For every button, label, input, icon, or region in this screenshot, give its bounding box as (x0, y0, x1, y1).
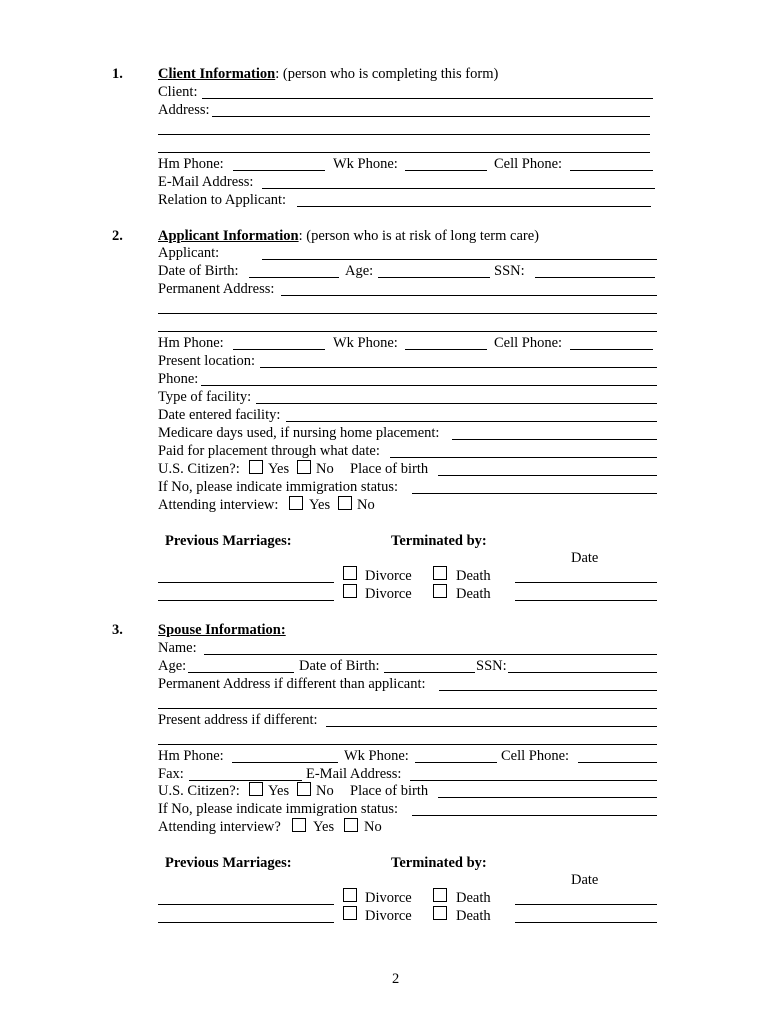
section-2-title: Applicant Information (158, 228, 299, 244)
wk-phone-label: Wk Phone: (333, 335, 398, 351)
spouse-prev-marriages-heading: Previous Marriages: (165, 855, 292, 871)
relation-field[interactable] (297, 206, 651, 207)
marriage-1-date-field[interactable] (515, 582, 657, 583)
dob-field[interactable] (249, 277, 339, 278)
marriage-2-death-checkbox[interactable] (433, 584, 447, 598)
marriage-2-date-field[interactable] (515, 600, 657, 601)
perm-address-field-line-3[interactable] (158, 331, 657, 332)
marriage-1-divorce-checkbox[interactable] (343, 566, 357, 580)
marriage-1-death-label: Death (456, 568, 491, 584)
spouse-email-label: E-Mail Address: (306, 766, 402, 782)
hm-phone-field[interactable] (233, 170, 325, 171)
spouse-perm-address-field[interactable] (439, 690, 657, 691)
attending-no-checkbox[interactable] (338, 496, 352, 510)
place-of-birth-field[interactable] (438, 475, 657, 476)
spouse-attending-no-checkbox[interactable] (344, 818, 358, 832)
spouse-perm-address-field-line-2[interactable] (158, 708, 657, 709)
spouse-place-of-birth-label: Place of birth (350, 783, 429, 799)
section-2-number: 2. (112, 228, 123, 244)
attending-yes-label: Yes (309, 497, 331, 513)
date-heading: Date (571, 550, 599, 566)
hm-phone-label: Hm Phone: (158, 335, 224, 351)
marriage-2-divorce-checkbox[interactable] (343, 584, 357, 598)
spouse-citizen-yes-label: Yes (268, 783, 290, 799)
prev-marriages-heading: Previous Marriages: (165, 533, 292, 549)
spouse-age-field[interactable] (188, 672, 294, 673)
cell-phone-field[interactable] (570, 170, 653, 171)
paid-through-field[interactable] (390, 457, 657, 458)
spouse-prev-marriage-2-field[interactable] (158, 922, 334, 923)
ssn-field[interactable] (535, 277, 655, 278)
spouse-email-field[interactable] (410, 780, 657, 781)
phone-label: Phone: (158, 371, 199, 387)
spouse-attending-label: Attending interview? (158, 819, 281, 835)
section-2-subtitle: : (person who is at risk of long term care) (298, 228, 539, 244)
spouse-wk-phone-label: Wk Phone: (344, 748, 409, 764)
address-label: Address: (158, 102, 210, 118)
page-number: 2 (392, 971, 400, 987)
perm-address-field[interactable] (281, 295, 657, 296)
section-1-subtitle: : (person who is completing this form) (275, 66, 499, 82)
marriage-1-divorce-label: Divorce (365, 568, 412, 584)
spouse-present-address-field[interactable] (326, 726, 657, 727)
prev-marriage-2-field[interactable] (158, 600, 334, 601)
ssn-label: SSN: (494, 263, 525, 279)
spouse-present-address-label: Present address if different: (158, 712, 318, 728)
spouse-immigration-label: If No, please indicate immigration status: (158, 801, 398, 817)
spouse-attending-yes-label: Yes (313, 819, 335, 835)
spouse-marriage-2-divorce-checkbox[interactable] (343, 906, 357, 920)
spouse-marriage-1-date-field[interactable] (515, 904, 657, 905)
citizen-yes-label: Yes (268, 461, 290, 477)
spouse-marriage-1-death-checkbox[interactable] (433, 888, 447, 902)
address-field-line-3[interactable] (158, 152, 650, 153)
spouse-dob-label: Date of Birth: (299, 658, 380, 674)
cell-phone-field[interactable] (570, 349, 653, 350)
attending-yes-checkbox[interactable] (289, 496, 303, 510)
spouse-citizen-no-label: No (316, 783, 334, 799)
immigration-label: If No, please indicate immigration status: (158, 479, 398, 495)
relation-label: Relation to Applicant: (158, 192, 287, 208)
spouse-marriage-2-death-checkbox[interactable] (433, 906, 447, 920)
spouse-age-label: Age: (158, 658, 187, 674)
spouse-cell-phone-field[interactable] (578, 762, 657, 763)
hm-phone-field[interactable] (233, 349, 325, 350)
spouse-marriage-2-death-label: Death (456, 908, 491, 924)
facility-type-label: Type of facility: (158, 389, 252, 405)
medicare-label: Medicare days used, if nursing home placement: (158, 425, 440, 441)
age-label: Age: (345, 263, 374, 279)
section-2-heading (158, 228, 539, 244)
spouse-immigration-field[interactable] (412, 815, 657, 816)
prev-marriage-1-field[interactable] (158, 582, 334, 583)
spouse-citizen-yes-checkbox[interactable] (249, 782, 263, 796)
marriage-2-divorce-label: Divorce (365, 586, 412, 602)
section-1-heading (158, 66, 498, 82)
place-of-birth-label: Place of birth (350, 461, 429, 477)
spouse-date-heading: Date (571, 872, 599, 888)
applicant-field[interactable] (262, 259, 657, 260)
spouse-wk-phone-field[interactable] (415, 762, 497, 763)
spouse-place-of-birth-field[interactable] (438, 797, 657, 798)
section-3-number: 3. (112, 622, 123, 638)
marriage-2-death-label: Death (456, 586, 491, 602)
address-field[interactable] (212, 116, 650, 117)
section-1-number: 1. (112, 66, 123, 82)
spouse-present-address-field-line-2[interactable] (158, 744, 657, 745)
spouse-dob-field[interactable] (384, 672, 475, 673)
wk-phone-field[interactable] (405, 170, 487, 171)
email-field[interactable] (262, 188, 655, 189)
date-entered-field[interactable] (286, 421, 657, 422)
citizen-label: U.S. Citizen?: (158, 461, 240, 477)
dob-label: Date of Birth: (158, 263, 239, 279)
spouse-marriage-1-death-label: Death (456, 890, 491, 906)
hm-phone-label: Hm Phone: (158, 156, 224, 172)
email-label: E-Mail Address: (158, 174, 254, 190)
spouse-marriage-2-date-field[interactable] (515, 922, 657, 923)
citizen-no-checkbox[interactable] (297, 460, 311, 474)
spouse-hm-phone-field[interactable] (232, 762, 338, 763)
spouse-perm-address-label: Permanent Address if different than applicant: (158, 676, 426, 692)
spouse-marriage-1-divorce-label: Divorce (365, 890, 412, 906)
applicant-label: Applicant: (158, 245, 220, 261)
spouse-cell-phone-label: Cell Phone: (501, 748, 570, 764)
spouse-marriage-2-divorce-label: Divorce (365, 908, 412, 924)
citizen-yes-checkbox[interactable] (249, 460, 263, 474)
perm-address-field-line-2[interactable] (158, 313, 657, 314)
section-3-title: Spouse Information: (158, 622, 286, 638)
attending-label: Attending interview: (158, 497, 279, 513)
wk-phone-field[interactable] (405, 349, 487, 350)
present-location-field[interactable] (260, 367, 657, 368)
marriage-1-death-checkbox[interactable] (433, 566, 447, 580)
terminated-by-heading: Terminated by: (391, 533, 487, 549)
spouse-name-field[interactable] (204, 654, 657, 655)
section-1-title: Client Information (158, 66, 276, 82)
date-entered-label: Date entered facility: (158, 407, 281, 423)
client-field[interactable] (202, 98, 653, 99)
phone-field[interactable] (201, 385, 657, 386)
spouse-attending-no-label: No (364, 819, 382, 835)
cell-phone-label: Cell Phone: (494, 335, 563, 351)
spouse-marriage-1-divorce-checkbox[interactable] (343, 888, 357, 902)
immigration-field[interactable] (412, 493, 657, 494)
spouse-ssn-label: SSN: (476, 658, 507, 674)
spouse-ssn-field[interactable] (508, 672, 657, 673)
wk-phone-label: Wk Phone: (333, 156, 398, 172)
present-location-label: Present location: (158, 353, 256, 369)
spouse-fax-label: Fax: (158, 766, 184, 782)
cell-phone-label: Cell Phone: (494, 156, 563, 172)
spouse-attending-yes-checkbox[interactable] (292, 818, 306, 832)
spouse-citizen-label: U.S. Citizen?: (158, 783, 240, 799)
address-field-line-2[interactable] (158, 134, 650, 135)
client-label: Client: (158, 84, 198, 100)
spouse-prev-marriage-1-field[interactable] (158, 904, 334, 905)
attending-no-label: No (357, 497, 375, 513)
spouse-name-label: Name: (158, 640, 197, 656)
spouse-fax-field[interactable] (189, 780, 302, 781)
medicare-field[interactable] (452, 439, 657, 440)
citizen-no-label: No (316, 461, 334, 477)
paid-through-label: Paid for placement through what date: (158, 443, 380, 459)
spouse-hm-phone-label: Hm Phone: (158, 748, 224, 764)
facility-type-field[interactable] (256, 403, 657, 404)
spouse-citizen-no-checkbox[interactable] (297, 782, 311, 796)
spouse-terminated-by-heading: Terminated by: (391, 855, 487, 871)
perm-address-label: Permanent Address: (158, 281, 275, 297)
age-field[interactable] (378, 277, 490, 278)
